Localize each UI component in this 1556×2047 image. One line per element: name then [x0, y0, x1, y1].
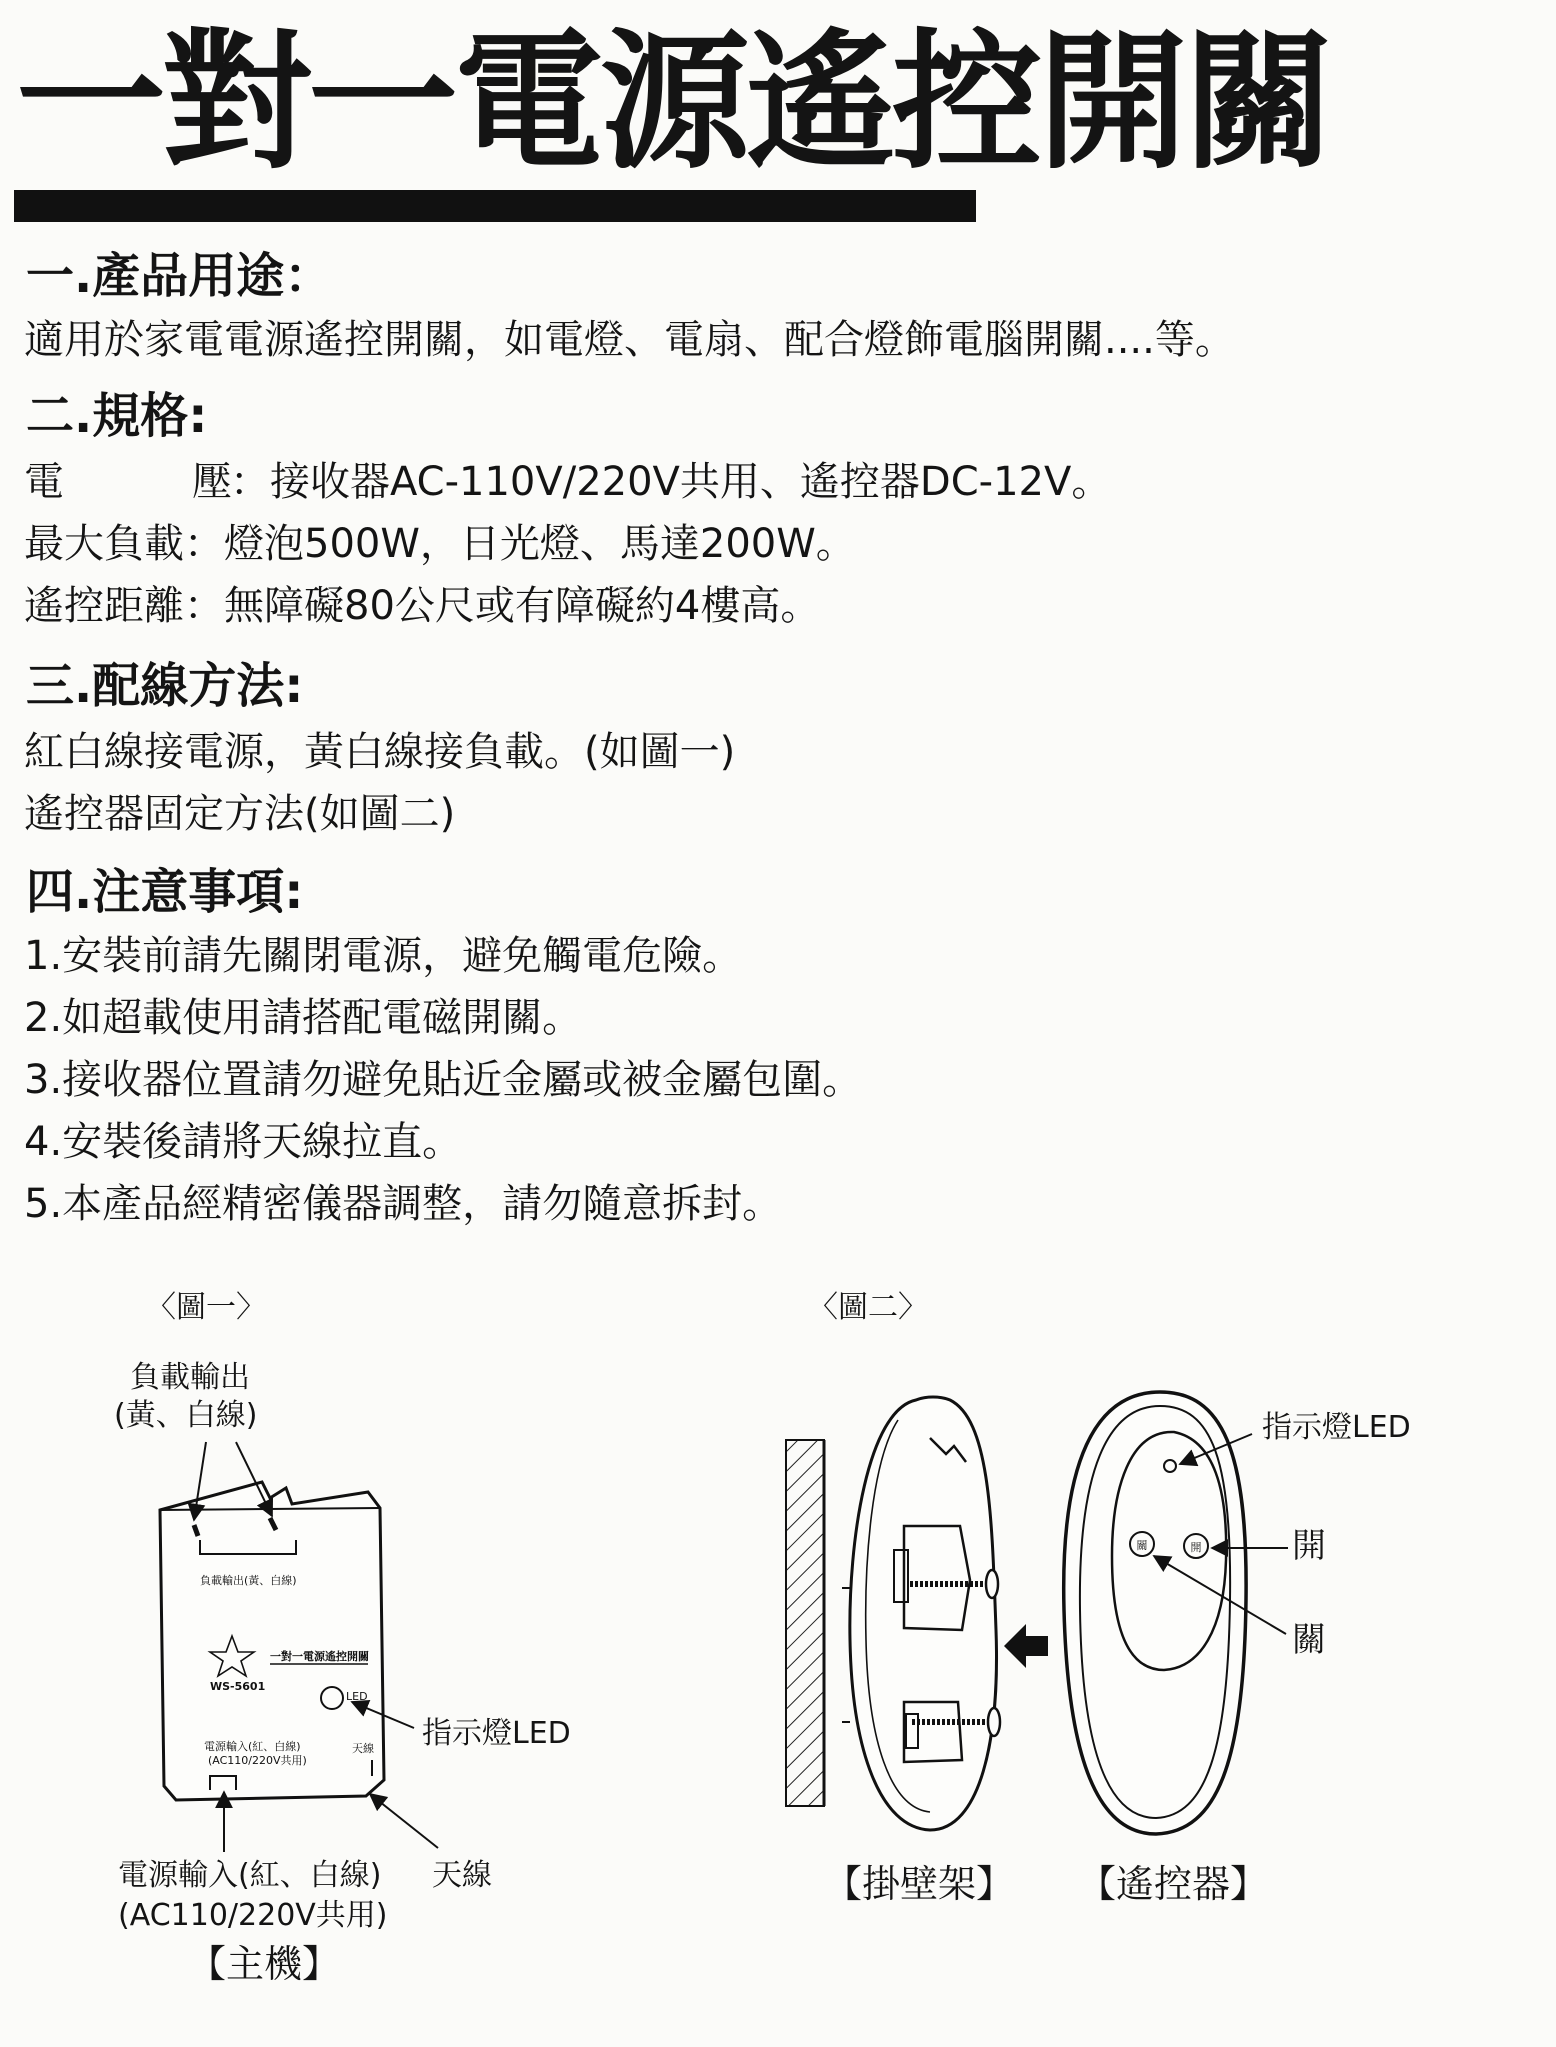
fig2-remote-name: 【遙控器】 — [1078, 1862, 1269, 1906]
device-led-label: LED — [346, 1690, 368, 1703]
insert-direction-arrow-icon — [1004, 1624, 1048, 1668]
fig1-power-input-spec: (AC110/220V共用) — [118, 1898, 388, 1933]
spec-value-max-load: ：燈泡500W，日光燈、馬達200W。 — [184, 521, 856, 567]
note-item: 2.如超載使用請搭配電磁開關。 — [24, 995, 583, 1041]
fig1-antenna-label: 天線 — [432, 1858, 492, 1893]
main-unit-drawing — [160, 1442, 438, 1852]
device-power-spec: (AC110/220V共用) — [208, 1754, 307, 1767]
remote-off-button-label: 關 — [1136, 1539, 1148, 1552]
page-title: 一對一電源遙控開關 — [16, 16, 1331, 190]
wall-hatch — [786, 1440, 824, 1806]
usage-text: 適用於家電電源遙控開關，如電燈、電扇、配合燈飾電腦開關....等。 — [24, 317, 1235, 363]
note-item: 1.安裝前請先關閉電源，避免觸電危險。 — [24, 933, 743, 979]
note-item: 3.接收器位置請勿避免貼近金屬或被金屬包圍。 — [24, 1057, 863, 1103]
remote-on-button-label: 開 — [1190, 1541, 1202, 1554]
fig1-indicator-label: 指示燈LED — [422, 1716, 571, 1751]
wall-bracket-body — [850, 1397, 997, 1830]
wiring-heading: 三.配線方法: — [26, 658, 304, 714]
figure1-caption: 〈圖一〉 — [146, 1290, 266, 1325]
usage-heading: 一.產品用途： — [26, 248, 333, 304]
remote-drawing — [1064, 1392, 1288, 1834]
device-top-label: 負載輸出(黃、白線) — [200, 1574, 297, 1587]
wiring-line: 紅白線接電源，黃白線接負載。(如圖一) — [24, 729, 736, 775]
spec-label-range: 遙控距離 — [24, 583, 184, 629]
fig1-load-output-label: 負載輸出 — [130, 1360, 250, 1395]
spec-value-voltage: ：接收器AC-110V/220V共用、遙控器DC-12V。 — [230, 459, 1112, 505]
device-product-name: 一對一電源遙控開關 — [270, 1650, 369, 1663]
fig2-bracket-name: 【掛壁架】 — [824, 1862, 1015, 1906]
spec-heading: 二.規格: — [26, 388, 208, 444]
device-model: WS-5601 — [210, 1680, 266, 1693]
device-power-label: 電源輸入(紅、白線) — [204, 1740, 301, 1753]
fig2-on-label: 開 — [1292, 1526, 1326, 1566]
spec-label-max-load: 最大負載 — [24, 521, 184, 567]
fig2-off-label: 關 — [1292, 1620, 1326, 1660]
notes-heading: 四.注意事項: — [26, 864, 304, 920]
figure2-caption: 〈圖二〉 — [808, 1290, 928, 1325]
spec-value-range: ：無障礙80公尺或有障礙約4樓高。 — [184, 583, 821, 629]
fig1-power-input-label: 電源輸入(紅、白線) — [118, 1858, 382, 1893]
fig1-unit-name: 【主機】 — [188, 1942, 341, 1986]
note-item: 5.本產品經精密儀器調整，請勿隨意拆封。 — [24, 1181, 783, 1227]
fig2-indicator-label: 指示燈LED — [1262, 1410, 1411, 1445]
wall-bracket-drawing — [786, 1397, 1000, 1830]
wiring-line: 遙控器固定方法(如圖二) — [24, 791, 456, 837]
note-item: 4.安裝後請將天線拉直。 — [24, 1119, 463, 1165]
spec-label-voltage: 電 壓 — [24, 459, 232, 505]
device-antenna-label: 天線 — [352, 1742, 374, 1755]
fig1-load-output-wires: (黃、白線) — [114, 1398, 258, 1433]
